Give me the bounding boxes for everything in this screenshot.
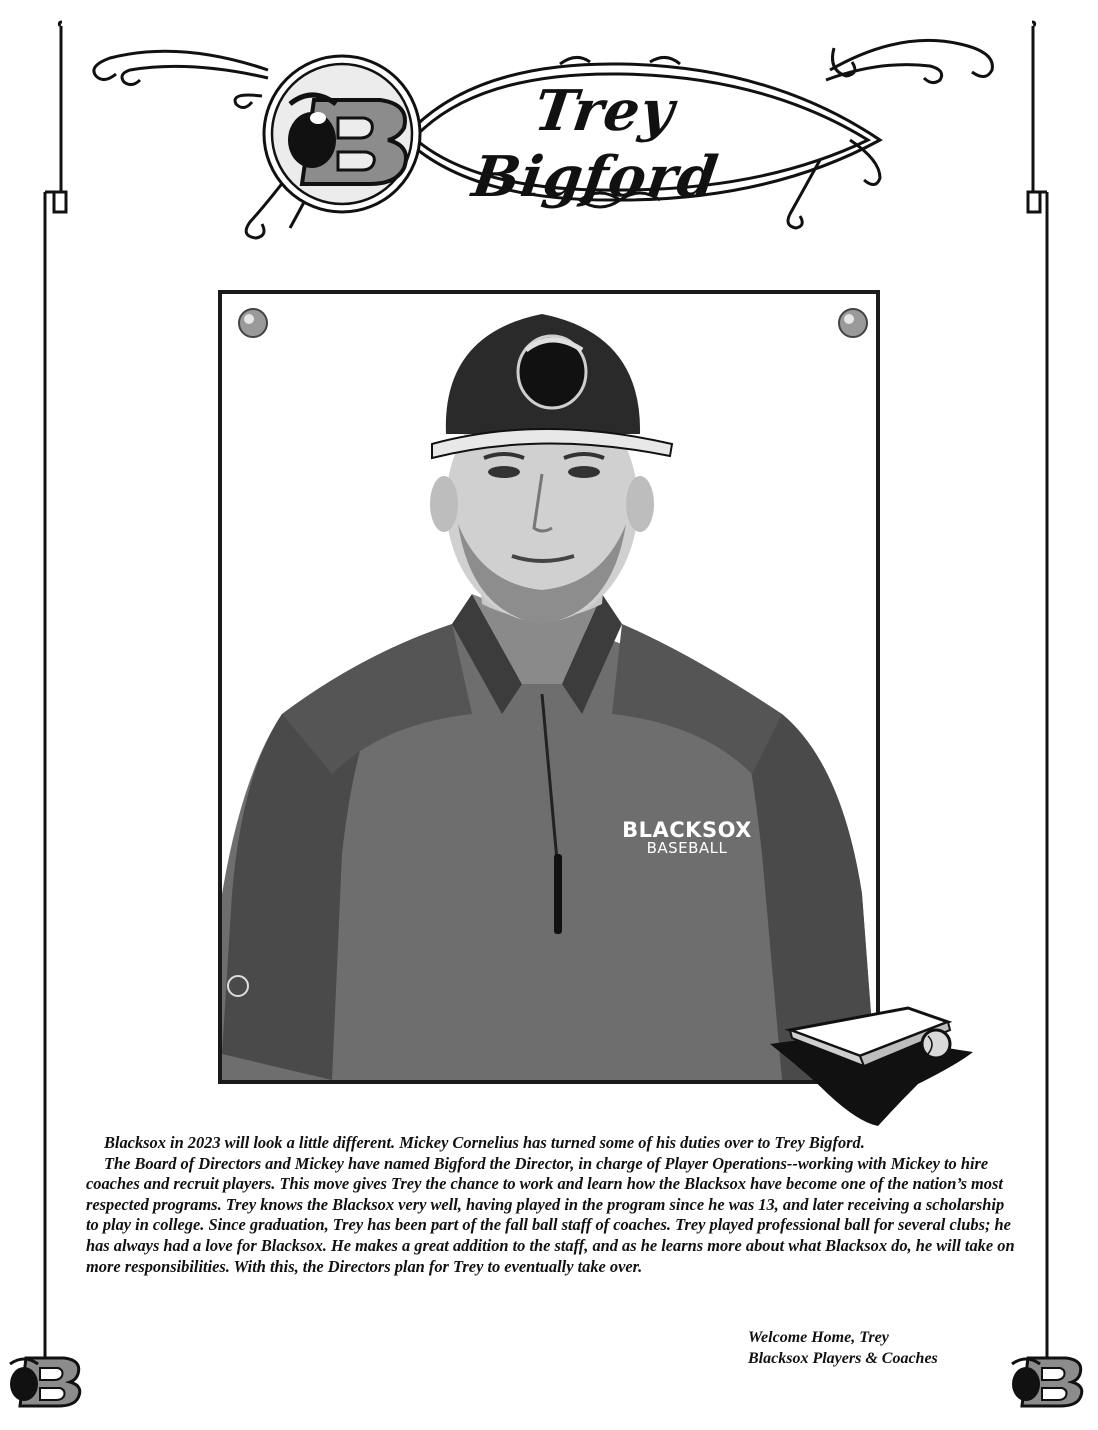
- pushpin-icon: [836, 306, 870, 340]
- article-paragraph: The Board of Directors and Mickey have named Bigford the Director, in charge of Player Operations--working with Mickey to hire coaches and recruit players. This move gives Trey the chance to work and learn how the Blacksox have become one of the nation’s most respected programs. Trey knows the Blacksox very well, having played in the program since he was 13, and later receiving a scholarship to play in college. Since graduation, Trey has been part of the fall ball staff of coaches. Trey played professional ball for several clubs; he has always had a love for Blacksox. He makes a great addition to the staff, and as he learns more about what Blacksox do, he will take on more responsibilities. With this, the Directors plan for Trey to eventually take over.: [86, 1153, 1015, 1276]
- page-title: Trey Bigford: [468, 78, 723, 210]
- article-paragraph: Blacksox in 2023 will look a little different. Mickey Cornelius has turned some of his duties over to Trey Bigford.: [104, 1133, 865, 1152]
- signoff-line1: Welcome Home, Trey: [748, 1329, 889, 1346]
- shirt-brand-text: [617, 819, 757, 857]
- article-body: [86, 1133, 1016, 1277]
- blacksox-b-logo-icon: [1008, 1354, 1086, 1410]
- blacksox-b-logo-icon: [264, 56, 420, 212]
- home-plate-base-icon: [768, 1004, 978, 1128]
- right-frame-post: [1028, 22, 1047, 1360]
- player-portrait: [222, 294, 876, 1080]
- left-frame-post: [45, 22, 66, 1360]
- pushpin-icon: [236, 306, 270, 340]
- signoff-line2: Blacksox Players & Coaches: [748, 1349, 938, 1367]
- player-photo: [218, 290, 880, 1084]
- signoff: [748, 1328, 1008, 1369]
- shirt-brand-line2: BASEBALL: [646, 839, 728, 858]
- shirt-brand-line1: BLACKSOX: [622, 818, 752, 842]
- blacksox-b-logo-icon: [6, 1354, 84, 1410]
